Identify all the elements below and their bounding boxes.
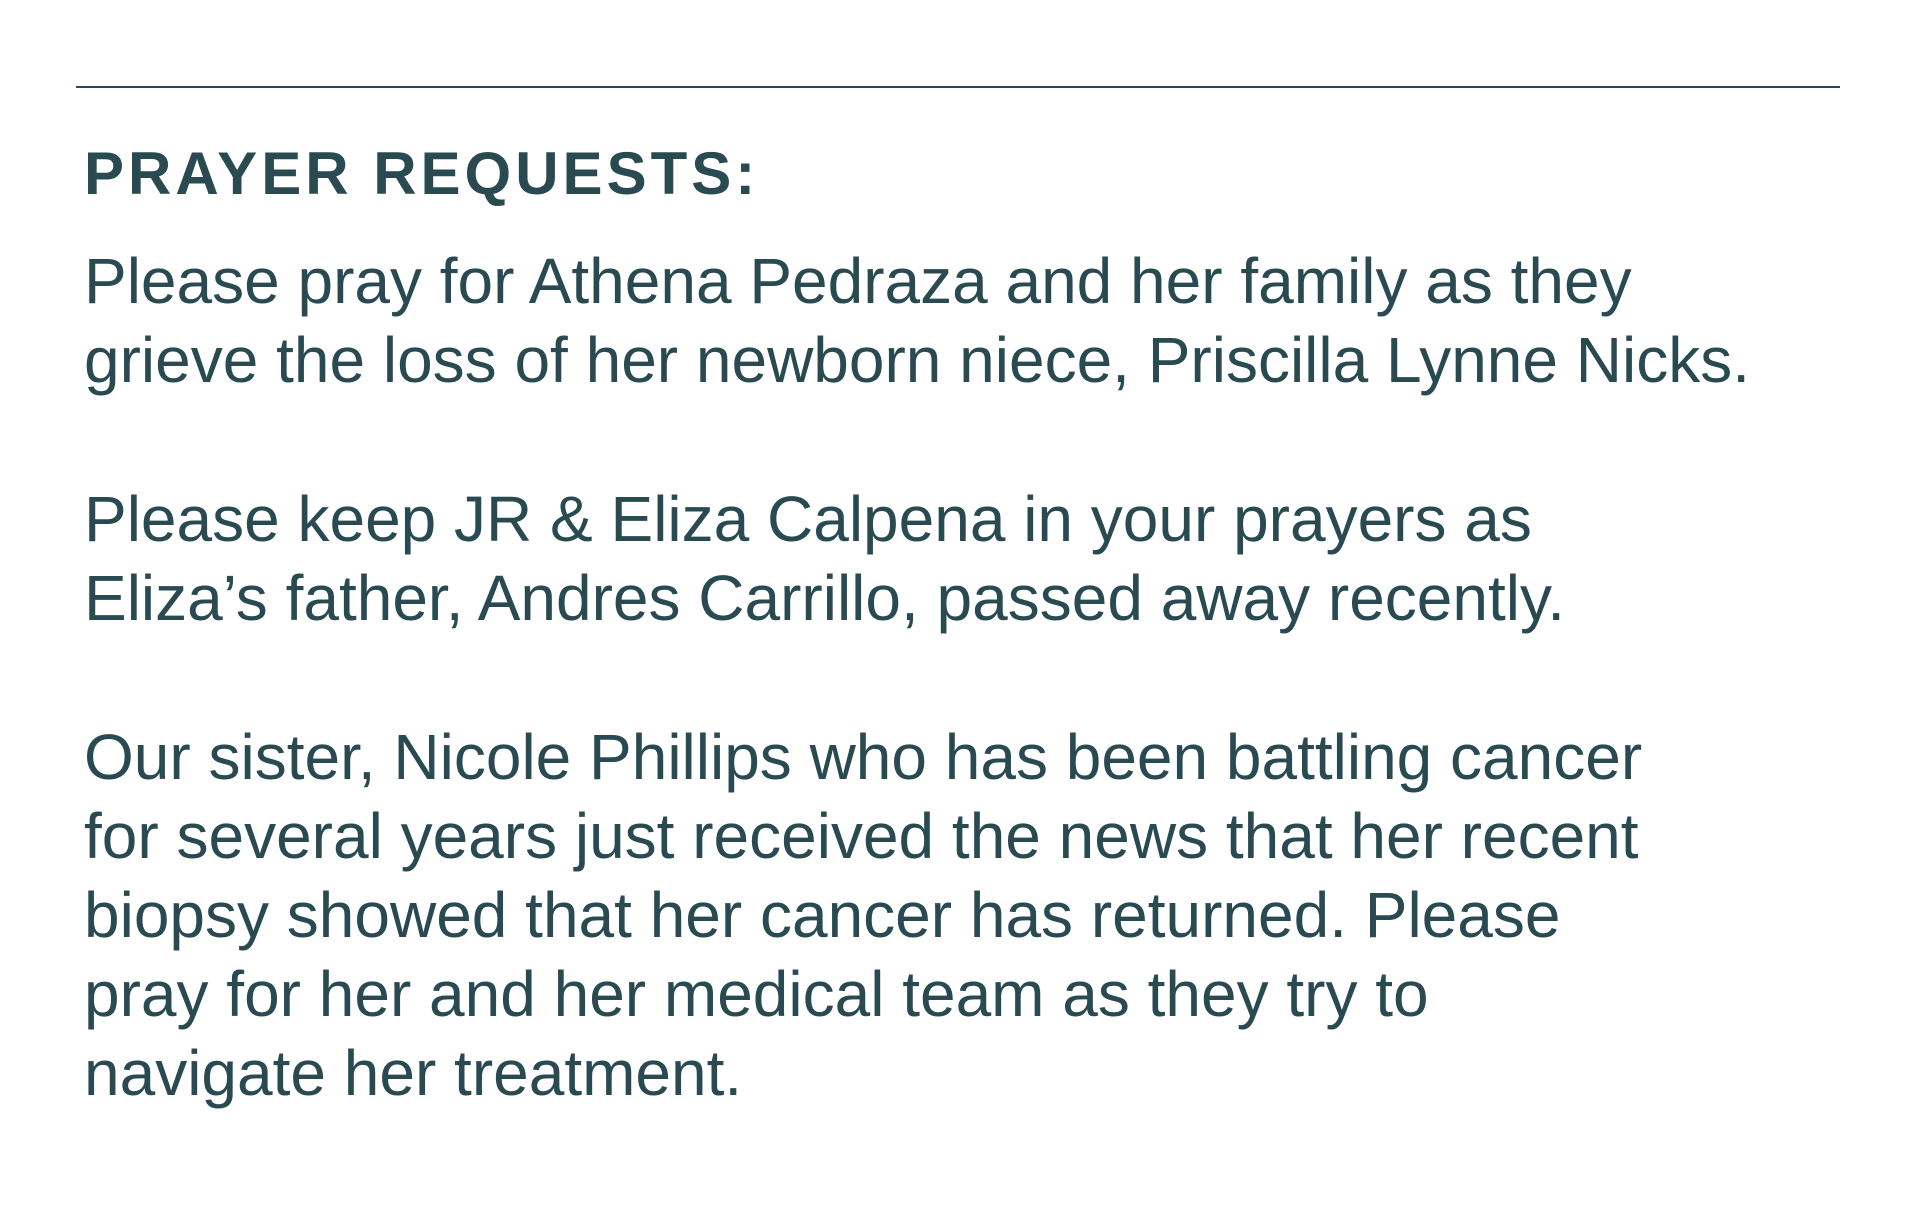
request-line: navigate her treatment.	[84, 1037, 743, 1109]
request-line: Eliza’s father, Andres Carrillo, passed away recently.	[84, 562, 1565, 634]
prayer-request-pedraza	[84, 242, 1884, 400]
prayer-request-list	[84, 242, 1884, 1113]
request-line: Please keep JR & Eliza Calpena in your prayers as	[84, 483, 1532, 555]
prayer-request-calpena	[84, 480, 1884, 638]
request-line: grieve the loss of her newborn niece, Priscilla Lynne Nicks.	[84, 324, 1750, 396]
request-line: for several years just received the news that her recent	[84, 800, 1639, 872]
request-line: biopsy showed that her cancer has returned. Please	[84, 879, 1561, 951]
request-line: Please pray for Athena Pedraza and her family as they	[84, 245, 1632, 317]
section-heading: PRAYER REQUESTS:	[84, 140, 760, 207]
request-line: Our sister, Nicole Phillips who has been battling cancer	[84, 721, 1643, 793]
prayer-request-phillips	[84, 718, 1884, 1113]
divider-rule	[76, 86, 1840, 88]
request-line: pray for her and her medical team as they try to	[84, 958, 1429, 1030]
